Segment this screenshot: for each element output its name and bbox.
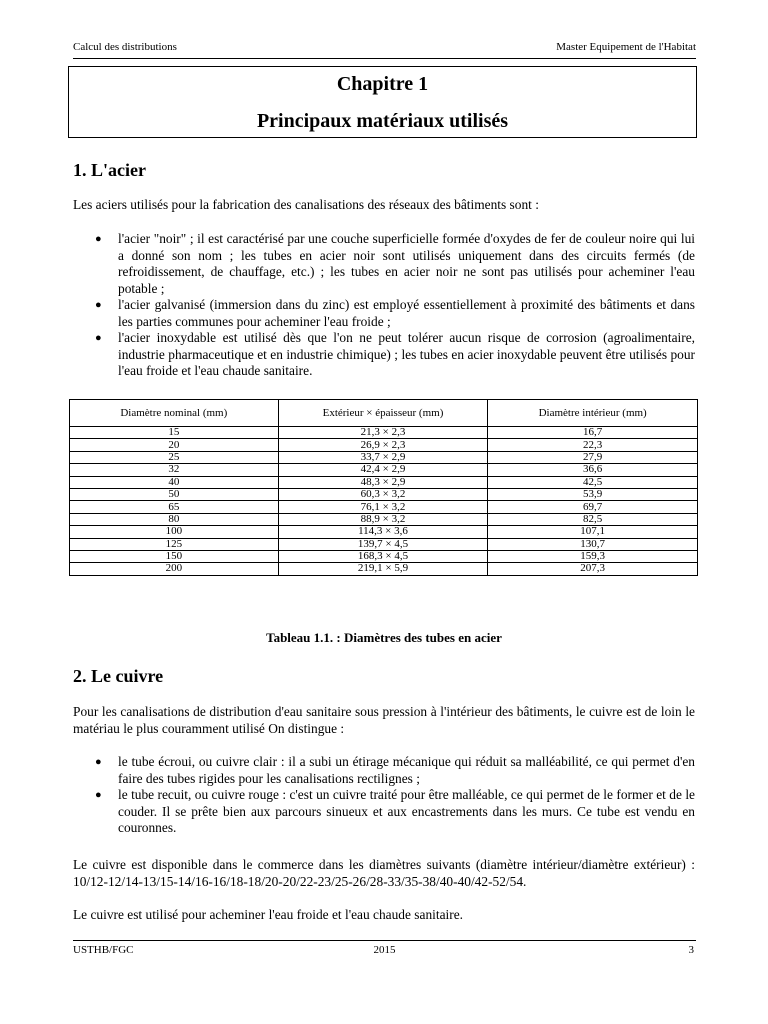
chapter-title-box bbox=[68, 66, 697, 138]
cell-exterior: 219,1 × 5,9 bbox=[278, 563, 488, 575]
list-item-text: l'acier galvanisé (immersion dans du zinc) est employé essentiellement à proximité des bâtiments et dans les parties communes pour acheminer l'eau froide ; bbox=[118, 297, 695, 329]
footer-rule bbox=[73, 940, 696, 941]
table-body bbox=[70, 427, 698, 576]
page-footer bbox=[73, 944, 696, 960]
cell-interior: 22,3 bbox=[488, 439, 698, 451]
cell-interior: 130,7 bbox=[488, 538, 698, 550]
list-item bbox=[73, 231, 695, 297]
cell-interior: 42,5 bbox=[488, 476, 698, 488]
table-row bbox=[70, 501, 698, 513]
cell-nominal: 150 bbox=[70, 550, 279, 562]
chapter-number: Chapitre 1 bbox=[336, 73, 429, 95]
steel-types-list bbox=[73, 231, 695, 380]
section-heading-acier: 1. L'acier bbox=[73, 160, 146, 180]
list-item-text: le tube recuit, ou cuivre rouge : c'est un cuivre traité pour être malléable, ce qui permet de le former et de le couder. Il se prête bien aux parcours sinueux et aux encastrements dans les murs. Ce tube est vendu en couronnes. bbox=[118, 787, 695, 835]
copper-diameters-paragraph: Le cuivre est disponible dans le commerce dans les diamètres suivants (diamètre intérieur/diamètre extérieur) : 10/12-12/14-13/15-14/16-16/18-18/20-20/22-23/25-26/28-33/35-38/40-40/42-52/54. bbox=[73, 857, 695, 889]
cell-exterior: 114,3 × 3,6 bbox=[278, 526, 488, 538]
cell-interior: 53,9 bbox=[488, 488, 698, 500]
table-row bbox=[70, 427, 698, 439]
table-header-row bbox=[70, 400, 698, 427]
cell-nominal: 65 bbox=[70, 501, 279, 513]
copper-types-list bbox=[73, 754, 695, 837]
table-row bbox=[70, 464, 698, 476]
cell-nominal: 15 bbox=[70, 427, 279, 439]
bullet-icon: ● bbox=[95, 299, 102, 311]
footer-year: 2015 bbox=[373, 944, 396, 956]
cell-interior: 159,3 bbox=[488, 550, 698, 562]
steel-pipe-table bbox=[69, 399, 698, 576]
header-left: Calcul des distributions bbox=[73, 41, 177, 53]
section-heading-cuivre: 2. Le cuivre bbox=[73, 666, 164, 686]
cell-exterior: 42,4 × 2,9 bbox=[278, 464, 488, 476]
table-row bbox=[70, 488, 698, 500]
cell-interior: 69,7 bbox=[488, 501, 698, 513]
copper-usage-paragraph: Le cuivre est utilisé pour acheminer l'eau froide et l'eau chaude sanitaire. bbox=[73, 907, 464, 922]
cell-nominal: 100 bbox=[70, 526, 279, 538]
cell-nominal: 40 bbox=[70, 476, 279, 488]
page-number: 3 bbox=[688, 944, 694, 956]
cell-interior: 16,7 bbox=[488, 427, 698, 439]
list-item bbox=[73, 754, 695, 787]
cell-nominal: 200 bbox=[70, 563, 279, 575]
cell-interior: 207,3 bbox=[488, 563, 698, 575]
cell-exterior: 76,1 × 3,2 bbox=[278, 501, 488, 513]
cell-exterior: 139,7 × 4,5 bbox=[278, 538, 488, 550]
cell-exterior: 26,9 × 2,3 bbox=[278, 439, 488, 451]
cell-exterior: 88,9 × 3,2 bbox=[278, 513, 488, 525]
cell-interior: 27,9 bbox=[488, 451, 698, 463]
cell-nominal: 25 bbox=[70, 451, 279, 463]
table-row bbox=[70, 451, 698, 463]
table-row bbox=[70, 526, 698, 538]
chapter-title: Principaux matériaux utilisés bbox=[256, 110, 509, 132]
cell-nominal: 80 bbox=[70, 513, 279, 525]
bullet-icon: ● bbox=[95, 332, 102, 344]
cell-nominal: 125 bbox=[70, 538, 279, 550]
cell-nominal: 32 bbox=[70, 464, 279, 476]
cell-exterior: 33,7 × 2,9 bbox=[278, 451, 488, 463]
cell-exterior: 60,3 × 3,2 bbox=[278, 488, 488, 500]
footer-left: USTHB/FGC bbox=[73, 944, 134, 956]
section2-intro: Pour les canalisations de distribution d'eau sanitaire sous pression à l'intérieur des bâtiments, le cuivre est de loin le matériau le plus couramment utilisé On distingue : bbox=[73, 704, 695, 736]
header-rule bbox=[73, 58, 696, 59]
bullet-icon: ● bbox=[95, 789, 102, 801]
list-item-text: le tube écroui, ou cuivre clair : il a subi un étirage mécanique qui réduit sa malléabilité, ce qui permet d'en faire des tubes rigides pour les canalisations rectilignes ; bbox=[118, 754, 695, 786]
list-item-text: l'acier "noir" ; il est caractérisé par une couche superficielle formée d'oxydes de fer de couleur noire qui lui a donné son nom ; les tubes en acier noir sont utilisés uniquement dans des circuits fermés (de refroidissement, de chauffage, etc.) ; les tubes en acier noir ne sont pas utilisés pour acheminer l'eau potable ; bbox=[118, 231, 695, 296]
header-right: Master Equipement de l'Habitat bbox=[556, 41, 696, 53]
cell-interior: 107,1 bbox=[488, 526, 698, 538]
section1-intro: Les aciers utilisés pour la fabrication des canalisations des réseaux des bâtiments sont : bbox=[73, 197, 539, 212]
column-header-exterior: Extérieur × épaisseur (mm) bbox=[278, 400, 488, 427]
cell-nominal: 50 bbox=[70, 488, 279, 500]
table-caption: Tableau 1.1. : Diamètres des tubes en acier bbox=[266, 630, 502, 645]
table-row bbox=[70, 538, 698, 550]
cell-nominal: 20 bbox=[70, 439, 279, 451]
table-row bbox=[70, 439, 698, 451]
cell-interior: 82,5 bbox=[488, 513, 698, 525]
list-item-text: l'acier inoxydable est utilisé dès que l'on ne peut tolérer aucun risque de corrosion (agroalimentaire, industrie pharmaceutique et en industrie chimique) ; les tubes en acier inoxydable peuvent être utilisés pour l'eau froide et l'eau chaude sanitaire. bbox=[118, 330, 695, 378]
cell-exterior: 21,3 × 2,3 bbox=[278, 427, 488, 439]
cell-exterior: 48,3 × 2,9 bbox=[278, 476, 488, 488]
bullet-icon: ● bbox=[95, 756, 102, 768]
table-row bbox=[70, 563, 698, 575]
list-item bbox=[73, 297, 695, 330]
page-header bbox=[73, 41, 696, 57]
list-item bbox=[73, 330, 695, 380]
bullet-icon: ● bbox=[95, 233, 102, 245]
table-row bbox=[70, 513, 698, 525]
column-header-interior: Diamètre intérieur (mm) bbox=[488, 400, 698, 427]
table-row bbox=[70, 476, 698, 488]
cell-exterior: 168,3 × 4,5 bbox=[278, 550, 488, 562]
list-item bbox=[73, 787, 695, 837]
cell-interior: 36,6 bbox=[488, 464, 698, 476]
column-header-nominal: Diamètre nominal (mm) bbox=[70, 400, 279, 427]
table-row bbox=[70, 550, 698, 562]
